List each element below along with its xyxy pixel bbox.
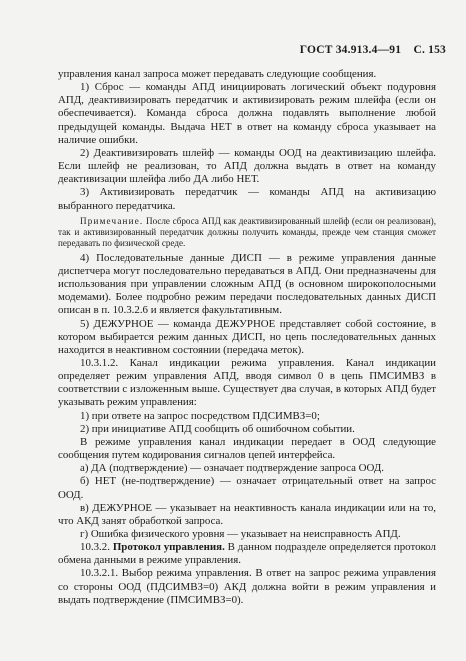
paragraph-deactivate-loop: 2) Деактивизировать шлейф — команды ООД на деактивизацию шлейфа. Если шлейф не реализован, то АПД должна выдать в ответ на команду деактивизации шлейфа либо ДА либо НЕТ. — [58, 146, 436, 186]
section-text: В данном подразделе определяется протокол обмена данными в режиме управления. — [58, 541, 436, 567]
document-body — [58, 68, 436, 607]
list-item-no: б) НЕТ (не-подтверждение) — означает отрицательный ответ на запрос ООД. — [58, 475, 436, 501]
note — [58, 216, 436, 249]
paragraph-reset: 1) Сброс — команды АПД инициировать логический объект подуровня АПД, деактивизировать передатчик и активизировать режим шлейфа (если он обеспечивается). Команда сброса должна подавлять выполнение любой предыдущей команды. Выдача НЕТ в ответ на команду сброса указывает на наличие ошибки. — [58, 81, 436, 146]
list-item-standby: в) ДЕЖУРНОЕ — указывает на неактивность канала индикации или на то, что АКД занят обработкой запроса. — [58, 501, 436, 527]
list-item-error-event: 2) при инициативе АПД сообщить об ошибочном событии. — [80, 422, 355, 435]
note-text: После сброса АПД как деактивизированный шлейф (если он реализован), так и активизированный передатчик должны получить команды, прежде чем станция сможет передавать по физической среде. — [58, 215, 436, 248]
page-header — [300, 44, 446, 56]
list-item-yes: а) ДА (подтверждение) — означает подтверждение запроса ООД. — [80, 462, 384, 475]
section-title: Протокол управления. — [112, 541, 225, 554]
note-label: Примечание. — [80, 215, 144, 226]
section-number: 10.3.2. — [80, 541, 110, 554]
paragraph-serial-data: 4) Последовательные данные ДИСП — в режиме управления данные диспетчера могут последовательно передаваться в АПД. Они предназначены для использования при управлении сложным АПД (в основном широкополосными модемами). Более подробно режим передачи последовательных данных ДИСП описан в п. 10.3.2.6 и является факультативным. — [58, 251, 436, 317]
standard-number: ГОСТ 34.913.4—91 — [299, 44, 402, 56]
list-item-physical-error: г) Ошибка физического уровня — указывает на неисправность АПД. — [80, 528, 401, 540]
section-control-protocol — [58, 541, 436, 567]
paragraph-intro: управления канал запроса может передавать следующие сообщения. — [58, 68, 377, 80]
paragraph-standby: 5) ДЕЖУРНОЕ — команда ДЕЖУРНОЕ представляет собой состояние, в котором выбирается режим данных ДИСП, но цепь последовательных данных находится в неактивном состоянии (передача меток). — [58, 317, 436, 356]
paragraph-indication-messages: В режиме управления канал индикации передает в ООД следующие сообщения путем кодирования сигналов цепей интерфейса. — [58, 435, 436, 462]
list-item-request-response: 1) при ответе на запрос посредством ПДСИМВЗ=0; — [80, 409, 320, 422]
paragraph-activate-transmitter: 3) Активизировать передатчик — команды АПД на активизацию выбранного передатчика. — [58, 186, 436, 212]
paragraph-mode-selection: 10.3.2.1. Выбор режима управления. В ответ на запрос режима управления со стороны ООД (ПДСИМВЗ=0) АКД должна войти в режим управления и выдать подтверждение (ПМСИМВЗ=0). — [58, 567, 436, 606]
paragraph-indication-channel: 10.3.1.2. Канал индикации режима управления. Канал индикации определяет режим управления АПД, вводя символ 0 в цепь ПМСИМВЗ в соответствии с изложенным выше. Существует два случая, в которых АПД будет указывать режим управления: — [58, 356, 436, 409]
page-number: С. 153 — [413, 44, 446, 56]
